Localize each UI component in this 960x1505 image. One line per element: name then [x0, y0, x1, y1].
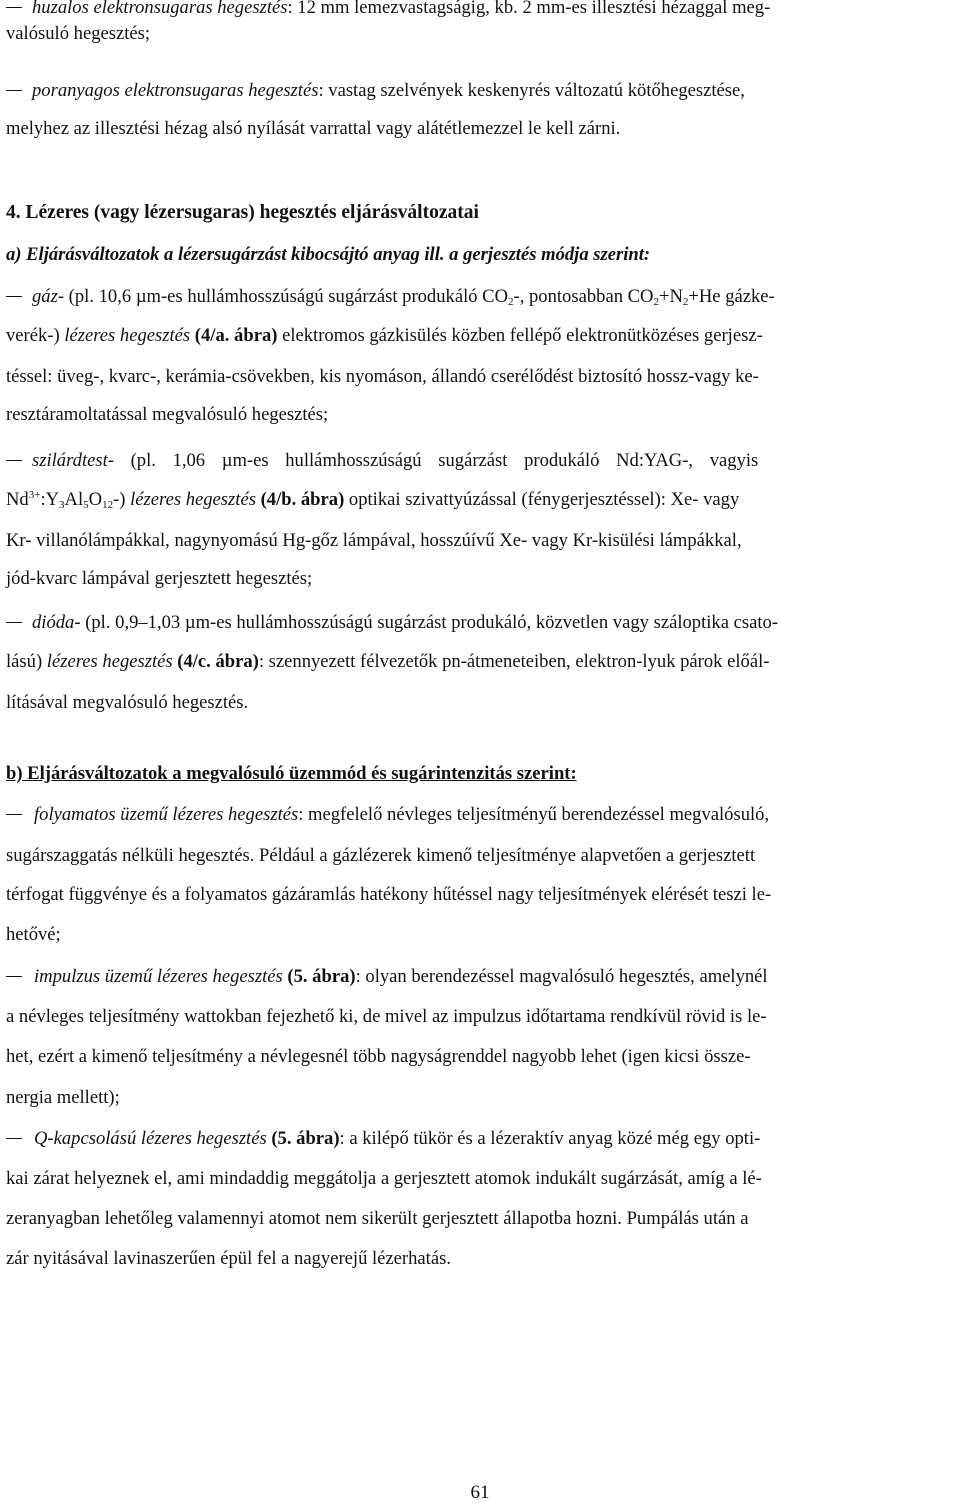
part-b-heading: b) Eljárásváltozatok a megvalósuló üzemmód és sugárintenzitás szerint:	[6, 763, 577, 784]
intro-line-3: poranyagos elektronsugaras hegesztés: vastag szelvények keskenyrés változatú kötőhegesztése,	[6, 80, 745, 102]
diode-line-1: dióda- (pl. 0,9–1,03 µm-es hullámhosszúságú sugárzást produkáló, közvetlen vagy száloptika csato-	[6, 612, 778, 634]
pulse-line-4: nergia mellett);	[6, 1087, 120, 1108]
intro-line-4: melyhez az illesztési hézag alsó nyílását varrattal vagy alátétlemezzel le kell zárni.	[6, 118, 621, 139]
diode-line-3: lításával megvalósuló hegesztés.	[6, 692, 249, 713]
figure-ref: (5. ábra)	[266, 1128, 340, 1149]
bullet-dash	[6, 1138, 22, 1139]
figure-ref: (4/c. ábra)	[172, 651, 259, 672]
bullet-dash	[6, 622, 22, 623]
solid-line-2: $Nd^{3+}:Y_3Al_5O_{12}-$) lézeres hegesztés (4/b. ábra) optikai szivattyúzással (fénygerjesztéssel): Xe- vagy	[6, 489, 740, 511]
figure-ref: (4/b. ábra)	[255, 489, 345, 510]
bullet-dash	[6, 7, 22, 8]
diode-line-2: lású) lézeres hegesztés (4/c. ábra): szennyezett félvezetők pn-átmeneteiben, elektron-lyuk párok előál-	[6, 651, 770, 672]
gas-line-4: resztáramoltatással megvalósuló hegesztés;	[6, 404, 329, 425]
cont-line-2: sugárszaggatás nélküli hegesztés. Például a gázlézerek kimenő teljesítménye alapvetően a gerjesztett	[6, 845, 756, 866]
gas-line-1: gáz- (pl. 10,6 µm-es hullámhosszúságú sugárzást produkáló $CO_2-$, pontosabban $CO_2+N_2+He$ gázke-	[6, 286, 775, 308]
qswitch-line-1: Q-kapcsolású lézeres hegesztés (5. ábra): a kilépő tükör és a lézeraktív anyag közé még egy opti-	[6, 1128, 760, 1150]
bullet-dash	[6, 296, 22, 297]
cont-line-3: térfogat függvénye és a folyamatos gázáramlás hatékony hűtéssel nagy teljesítmények elérését teszi le-	[6, 884, 772, 905]
pulse-line-3: het, ezért a kimenő teljesítmény a névlegesnél több nagyságrenddel nagyobb lehet (igen kicsi össze-	[6, 1046, 751, 1067]
intro-line-2: valósuló hegesztés;	[6, 23, 151, 44]
intro-line-1: huzalos elektronsugaras hegesztés: 12 mm lemezvastagságig, kb. 2 mm-es illesztési hézaggal meg-	[6, 0, 770, 19]
cont-line-4: hetővé;	[6, 924, 61, 945]
figure-ref: (5. ábra)	[282, 966, 356, 987]
pulse-line-2: a névleges teljesítmény wattokban fejezhető ki, de mivel az impulzus időtartama rendkívül rövid is le-	[6, 1006, 767, 1027]
cont-line-1: folyamatos üzemű lézeres hegesztés: megfelelő névleges teljesítményű berendezéssel megvalósuló,	[6, 804, 769, 826]
bullet-dash	[6, 814, 22, 815]
gas-line-3: téssel: üveg-, kvarc-, kerámia-csövekben, kis nyomáson, állandó cserélődést biztosító hossz-vagy ke-	[6, 366, 759, 387]
solid-line-1: szilárdtest- (pl. 1,06 µm-es hullámhosszúságú sugárzást produkáló Nd:YAG-, vagyis	[6, 450, 758, 472]
qswitch-line-3: zeranyagban lehetőleg valamennyi atomot nem sikerült gerjesztett állapotba hozni. Pumpálás után a	[6, 1208, 749, 1229]
qswitch-line-2: kai zárat helyeznek el, ami mindaddig meggátolja a gerjesztett atomok indukált sugárzását, amíg a lé-	[6, 1168, 762, 1189]
pulse-line-1: impulzus üzemű lézeres hegesztés (5. ábra): olyan berendezéssel magvalósuló hegesztés, amelynél	[6, 966, 768, 988]
part-a-heading: a) Eljárásváltozatok a lézersugárzást kibocsájtó anyag ill. a gerjesztés módja szerint:	[6, 244, 651, 265]
section-heading: 4. Lézeres (vagy lézersugaras) hegesztés eljárásváltozatai	[6, 202, 479, 223]
gas-line-2: verék-) lézeres hegesztés (4/a. ábra) elektromos gázkisülés közben fellépő elektronütközéses gerjesz-	[6, 325, 763, 346]
bullet-dash	[6, 460, 22, 461]
solid-line-4: jód-kvarc lámpával gerjesztett hegesztés;	[6, 568, 313, 589]
bullet-dash	[6, 976, 22, 977]
page-number: 61	[470, 1482, 490, 1503]
qswitch-line-4: zár nyitásával lavinaszerűen épül fel a nagyerejű lézerhatás.	[6, 1248, 451, 1269]
figure-ref: (4/a. ábra)	[190, 325, 278, 346]
term: huzalos elektronsugaras hegesztés	[32, 0, 288, 18]
term: poranyagos elektronsugaras hegesztés	[32, 80, 319, 101]
bullet-dash	[6, 90, 22, 91]
solid-line-3: Kr- villanólámpákkal, nagynyomású Hg-gőz lámpával, hosszúívű Xe- vagy Kr-kisülési lámpákkal,	[6, 530, 742, 551]
